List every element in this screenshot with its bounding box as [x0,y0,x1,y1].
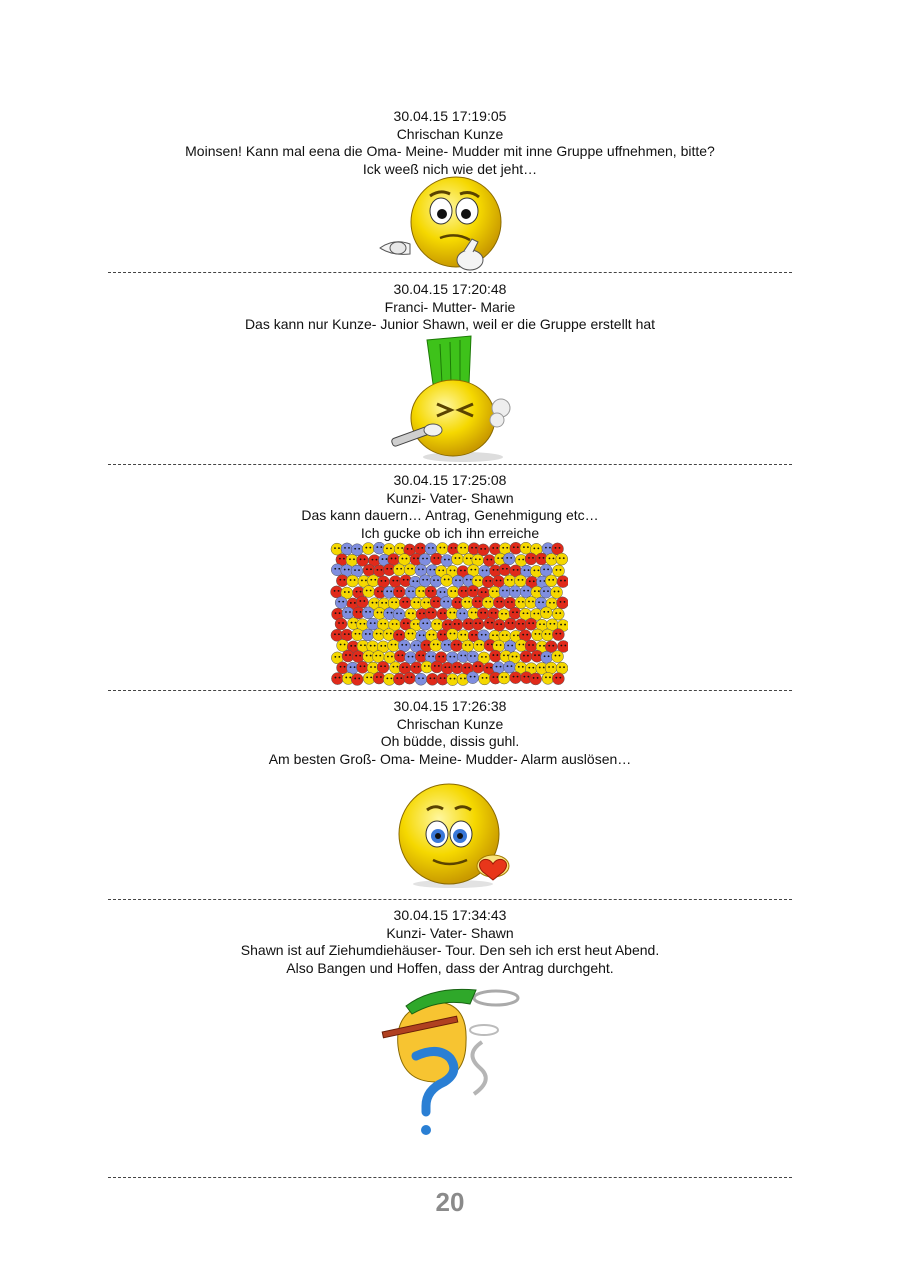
crowd-smiley [419,618,431,630]
crowd-smiley [430,575,442,587]
crowd-smiley [419,554,431,566]
crowd-smiley [388,640,400,652]
crowd-smiley [556,553,568,565]
message-separator [108,899,792,900]
message-text-line: Das kann nur Kunze- Junior Shawn, weil er die Gruppe erstellt hat [244,316,656,332]
crowd-smiley [503,553,515,565]
message-text-line: Ick weeß nich wie det jeht… [362,160,538,177]
crowd-smiley [545,575,557,587]
smoking-question-smiley-icon [378,986,528,1138]
crowd-smiley [504,575,516,587]
crowd-smiley [356,661,368,673]
crowd-smiley [493,662,505,674]
crowd-smiley [388,597,400,609]
message-separator [108,1177,792,1178]
crowd-smiley [556,597,568,609]
crowd-smiley [477,544,489,556]
crowd-smiley [479,673,491,685]
message-timestamp: 30.04.15 17:25:08 [393,472,507,488]
crowd-smiley [525,553,537,565]
crowd-smiley [499,564,511,576]
message-2 [108,281,792,334]
thinking-smiley-icon [374,176,504,276]
crowd-smiley [556,662,568,674]
message-4 [108,698,792,768]
crowd-smiley [347,575,359,587]
crowd-smiley [431,619,443,631]
crowd-smiley [493,597,505,609]
punk-smoking-smiley-icon [385,334,525,462]
crowd-smiley [462,640,474,652]
crowd-smiley [425,607,437,619]
message-text-line: Shawn ist auf Ziehumdiehäuser- Tour. Den seh ich erst heut Abend. [240,942,660,958]
crowd-smiley [363,585,375,597]
message-5 [108,907,792,977]
crowd-smiley [415,673,427,685]
crowd-smiley [393,564,405,576]
crowd-smiley [447,586,459,598]
smiley-crowd-icon [330,542,568,688]
crowd-smiley [399,597,411,609]
crowd-smiley [472,661,484,673]
crowd-smiley [551,651,563,663]
message-text-line: Oh büdde, dissis guhl. [380,733,520,749]
message-3 [108,472,792,542]
crowd-smiley [489,650,501,662]
crowd-smiley [398,640,410,652]
crowd-smiley [452,575,464,587]
message-separator [108,272,792,273]
crowd-smiley [419,575,431,587]
crowd-smiley [467,585,479,597]
crowd-smiley [363,564,375,576]
crowd-smiley [509,586,521,598]
message-text-line: Am besten Groß- Oma- Meine- Mudder- Alarm auslösen… [268,750,632,767]
crowd-smiley [509,607,521,619]
crowd-smiley [441,555,453,567]
crowd-smiley [351,673,363,685]
crowd-smiley [404,672,416,684]
crowd-smiley [352,651,364,663]
crowd-smiley [552,673,564,685]
crowd-smiley [552,608,564,620]
crowd-smiley [342,607,354,619]
crowd-smiley [542,629,554,641]
crowd-smiley [377,661,389,673]
crowd-smiley [552,629,564,641]
crowd-smiley [514,575,526,587]
crowd-smiley [367,618,379,630]
crowd-smiley [436,543,448,555]
message-author: Franci- Mutter- Marie [384,298,516,315]
crowd-smiley [461,597,473,609]
crowd-smiley [431,661,443,673]
message-timestamp: 30.04.15 17:19:05 [393,108,507,124]
crowd-smiley [493,619,505,631]
message-author: Chrischan Kunze [396,715,504,732]
message-separator [108,464,792,465]
crowd-smiley [362,629,374,641]
crowd-smiley [362,607,374,619]
crowd-smiley [335,618,347,630]
crowd-smiley [510,672,522,684]
message-timestamp: 30.04.15 17:34:43 [393,907,507,923]
message-text-line: Also Bangen und Hoffen, dass der Antrag durchgeht. [286,959,614,976]
crowd-smiley [520,542,532,554]
crowd-smiley [541,651,553,663]
crowd-smiley [372,651,384,663]
crowd-smiley [552,565,564,577]
crowd-smiley [503,661,515,673]
message-author: Kunzi- Vater- Shawn [386,924,514,941]
crowd-smiley [451,640,463,652]
crowd-smiley [483,555,495,567]
crowd-smiley [520,586,532,598]
crowd-smiley [446,629,458,641]
crowd-smiley [430,639,442,651]
crowd-smiley [482,597,494,609]
page-number: 20 [435,1187,465,1217]
crowd-smiley [430,553,442,565]
crowd-smiley [467,672,479,684]
heart-smiley-icon [393,780,518,890]
crowd-smiley [520,651,532,663]
crowd-smiley [351,544,363,556]
message-text-line: Moinsen! Kann mal eena die Oma- Meine- Mudder mit inne Gruppe uffnehmen, bitte? [185,143,715,159]
crowd-smiley [331,673,343,685]
crowd-smiley [362,543,374,555]
crowd-smiley [530,673,542,685]
message-1 [108,108,792,178]
crowd-smiley [551,586,563,598]
crowd-smiley [472,618,484,630]
crowd-smiley [405,629,417,641]
crowd-smiley [540,564,552,576]
crowd-smiley [473,640,485,652]
message-text-line: Das kann dauern… Antrag, Genehmigung etc… [301,507,599,523]
crowd-smiley [540,586,552,598]
crowd-smiley [457,543,469,555]
crowd-smiley [441,574,453,586]
crowd-smiley [356,596,368,608]
crowd-smiley [335,597,347,609]
crowd-smiley [337,639,349,651]
crowd-smiley [377,576,389,588]
crowd-smiley [393,586,405,598]
crowd-smiley [451,553,463,565]
message-author: Chrischan Kunze [396,125,504,142]
message-author: Kunzi- Vater- Shawn [386,489,514,506]
crowd-smiley [498,672,510,684]
message-separator [108,690,792,691]
crowd-smiley [404,564,416,576]
crowd-smiley [440,597,452,609]
message-timestamp: 30.04.15 17:20:48 [393,281,507,297]
message-text-line: Ich gucke ob ich ihn erreiche [360,524,540,541]
crowd-smiley [540,607,552,619]
message-timestamp: 30.04.15 17:26:38 [393,698,507,714]
crowd-smiley [525,618,537,630]
crowd-smiley [557,576,568,588]
crowd-smiley [373,672,385,684]
